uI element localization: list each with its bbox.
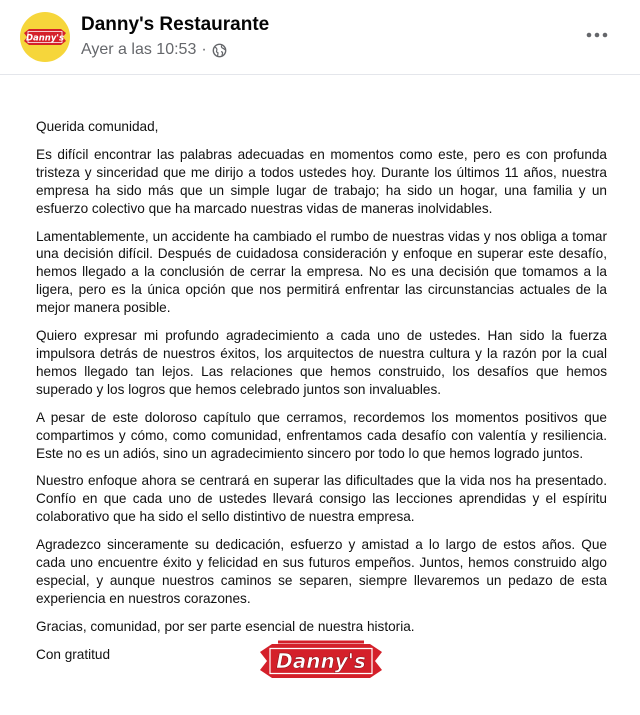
letter-paragraph: Lamentablemente, un accidente ha cambiado el rumbo de nuestras vidas y nos obliga a tomar una decisión difícil. Después de cuidadosa consideración y enfoque en superar este desafío, hemos llegado a la conclusión de cerrar la empresa. No es una decisión que tomamos a la ligera, pero es la única opción que nos permitirá enfrentar las circunstancias actuales de la mejor manera posible.: [36, 228, 607, 316]
letter-paragraph: Agradezco sinceramente su dedicación, esfuerzo y amistad a lo largo de estos años. Que cada uno encuentre éxito y felicidad en sus futuros empeños. Juntos, hemos construido algo especial, y aunque nuestros caminos se separen, siempre llevaremos un pedazo de esta experiencia en nuestros corazones.: [36, 537, 607, 606]
post-timestamp[interactable]: Ayer a las 10:53: [81, 41, 197, 58]
post-header: [0, 0, 640, 75]
page-name[interactable]: Danny's Restaurante: [81, 14, 270, 35]
more-horizontal-icon: [586, 32, 608, 38]
avatar-logo-text: Danny's: [25, 33, 65, 44]
letter-closing: Gracias, comunidad, por ser parte esencial de nuestra historia.: [36, 618, 415, 634]
letter-paragraph: Quiero expresar mi profundo agradecimiento a cada uno de ustedes. Han sido la fuerza impulsora detrás de nuestros éxitos, los arquitectos de nuestra cultura y la razón por la cual hemos llegado tan lejos. Las relaciones que hemos construido, los desafíos que hemos superado y los logros que hemos celebrado juntos son invaluables.: [36, 328, 607, 397]
logo-text: Danny's: [276, 649, 366, 673]
letter-greeting: Querida comunidad,: [36, 119, 159, 134]
post-meta: [81, 41, 227, 59]
post-body: [36, 118, 607, 674]
meta-separator: ·: [201, 41, 207, 58]
letter-sign-off: Con gratitud: [36, 646, 111, 662]
letter-paragraph: Es difícil encontrar las palabras adecuadas en momentos como este, pero es con profunda tristeza y sinceridad que me dirijo a todos ustedes hoy. Durante los últimos 11 años, nuestra empresa ha sido más que un simple lugar de trabajo; ha sido un hogar, una familia y un esfuerzo colectivo que ha marcado nuestras vidas de maneras inolvidables.: [36, 146, 607, 216]
globe-icon[interactable]: [212, 43, 227, 58]
letter-paragraph: A pesar de este doloroso capítulo que cerramos, recordemos los momentos positivos que compartimos y cómo, como comunidad, enfrentamos cada desafío con valentía y resiliencia. Este no es un adiós, sino un agradecimiento sincero por todo lo que hemos logrado juntos.: [36, 409, 607, 461]
letter-paragraph: Nuestro enfoque ahora se centrará en superar las dificultades que la vida nos ha presentado. Confío en que cada uno de ustedes llevará consigo las lecciones aprendidas y el espíritu colaborativo que ha sido el sello distintivo de nuestra empresa.: [36, 473, 607, 525]
dannys-logo: [258, 636, 384, 686]
more-options-button[interactable]: [580, 22, 614, 48]
avatar[interactable]: [20, 12, 70, 62]
dannys-logo-icon: [23, 25, 67, 49]
